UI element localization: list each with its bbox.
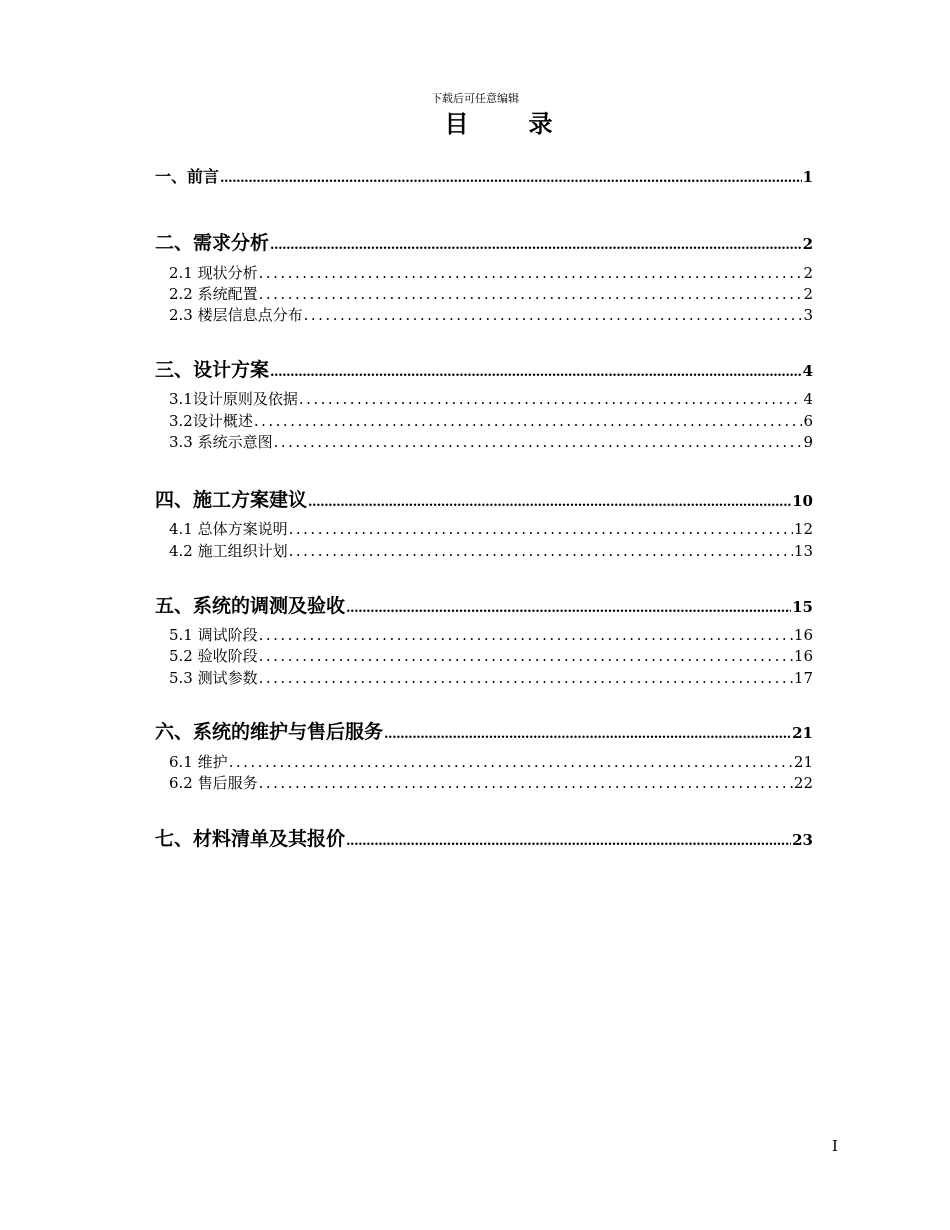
dot-leader — [259, 285, 803, 303]
toc-entry-label: 四、施工方案建议 — [155, 489, 308, 511]
toc-entry-page: 2 — [802, 235, 813, 253]
toc-entry-label: 3.3 系统示意图 — [169, 433, 273, 451]
toc-entry-2-2[interactable] — [155, 283, 813, 304]
toc-entry-2-1[interactable] — [155, 262, 813, 283]
toc-entry-4-2[interactable] — [155, 540, 813, 561]
toc-entry-label: 5.3 测试参数 — [169, 669, 258, 687]
toc-entry-label: 6.1 维护 — [169, 753, 228, 771]
toc-entry-page: 2 — [803, 264, 813, 282]
toc-entry-page: 12 — [793, 520, 813, 538]
dot-leader — [304, 306, 803, 324]
toc-entry-page: 1 — [802, 168, 813, 186]
toc-entry-page: 16 — [793, 647, 813, 665]
dot-leader — [274, 433, 803, 451]
toc-entry-label: 5.1 调试阶段 — [169, 626, 258, 644]
toc-entry-page: 17 — [793, 669, 813, 687]
toc-entry-page: 21 — [792, 724, 813, 742]
toc-entry-label: 六、系统的维护与售后服务 — [155, 721, 384, 743]
dot-leader — [346, 834, 791, 849]
toc-entry-4-1[interactable] — [155, 518, 813, 539]
toc-entry-label: 3.2设计概述 — [169, 412, 253, 430]
toc-title-right: 录 — [528, 109, 553, 138]
dot-leader — [229, 753, 793, 771]
toc-entry-chapter-7[interactable] — [155, 824, 813, 851]
toc-entry-label: 3.1设计原则及依据 — [169, 390, 298, 408]
toc-entry-page: 23 — [792, 831, 813, 849]
dot-leader — [259, 669, 793, 687]
dot-leader — [346, 601, 791, 616]
dot-leader — [289, 542, 793, 560]
toc-entry-page: 2 — [803, 285, 813, 303]
toc-entry-label: 二、需求分析 — [155, 232, 270, 254]
toc-entry-chapter-1[interactable] — [155, 164, 813, 187]
toc-entry-page: 4 — [802, 362, 813, 380]
toc-entry-label: 五、系统的调测及验收 — [155, 595, 346, 617]
toc-entry-chapter-3[interactable] — [155, 355, 813, 382]
toc-entry-5-1[interactable] — [155, 624, 813, 645]
toc-entry-page: 9 — [803, 433, 813, 451]
toc-entry-page: 6 — [803, 412, 813, 430]
toc-entry-page: 3 — [803, 306, 813, 324]
dot-leader — [289, 520, 793, 538]
toc-entry-label: 七、材料清单及其报价 — [155, 828, 346, 850]
toc-entry-page: 22 — [793, 774, 813, 792]
dot-leader — [384, 727, 791, 742]
toc-entry-3-3[interactable] — [155, 431, 813, 452]
toc-entry-2-3[interactable] — [155, 304, 813, 325]
toc-entry-label: 4.1 总体方案说明 — [169, 520, 288, 538]
toc-entry-label: 2.1 现状分析 — [169, 264, 258, 282]
toc-entry-5-3[interactable] — [155, 667, 813, 688]
dot-leader — [270, 365, 802, 380]
toc-entry-chapter-2[interactable] — [155, 228, 813, 255]
toc-entry-3-1[interactable] — [155, 388, 813, 409]
dot-leader — [259, 774, 793, 792]
dot-leader — [254, 412, 803, 430]
toc-entry-label: 4.2 施工组织计划 — [169, 542, 288, 560]
dot-leader — [259, 626, 793, 644]
toc-entry-label: 6.2 售后服务 — [169, 774, 258, 792]
dot-leader — [259, 264, 803, 282]
toc-entry-page: 16 — [793, 626, 813, 644]
toc-entry-6-2[interactable] — [155, 772, 813, 793]
toc-entry-page: 15 — [792, 598, 813, 616]
dot-leader — [299, 390, 803, 408]
toc-entry-chapter-6[interactable] — [155, 717, 813, 744]
toc-entry-page: 21 — [793, 753, 813, 771]
header-note: 下载后可任意编辑 — [431, 92, 519, 105]
toc-entry-3-2[interactable] — [155, 410, 813, 431]
toc-entry-6-1[interactable] — [155, 751, 813, 772]
toc-entry-chapter-4[interactable] — [155, 485, 813, 512]
toc-entry-chapter-5[interactable] — [155, 591, 813, 618]
toc-entry-label: 2.2 系统配置 — [169, 285, 258, 303]
dot-leader — [220, 171, 802, 186]
toc-entry-5-2[interactable] — [155, 645, 813, 666]
toc-title — [0, 104, 950, 139]
toc-entry-label: 2.3 楼层信息点分布 — [169, 306, 303, 324]
dot-leader — [308, 495, 791, 510]
toc-entry-page: 4 — [803, 390, 813, 408]
page-number: I — [832, 1137, 838, 1155]
dot-leader — [270, 238, 802, 253]
dot-leader — [259, 647, 793, 665]
toc-entry-label: 5.2 验收阶段 — [169, 647, 258, 665]
toc-entry-label: 三、设计方案 — [155, 359, 270, 381]
toc-entry-label: 一、前言 — [155, 167, 220, 186]
toc-entry-page: 13 — [793, 542, 813, 560]
toc-title-left: 目 — [444, 109, 469, 138]
toc-entry-page: 10 — [792, 492, 813, 510]
